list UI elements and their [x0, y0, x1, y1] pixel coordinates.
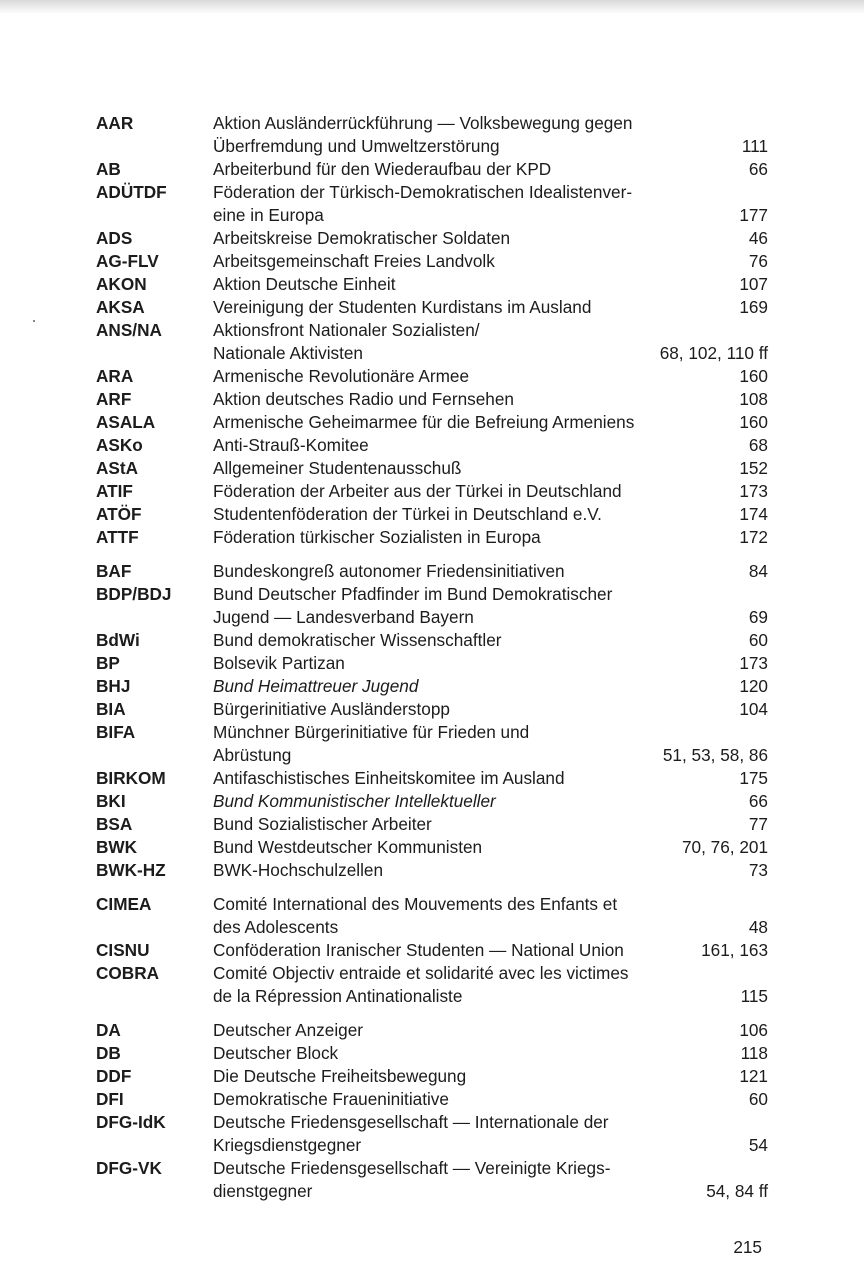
entry-description	[213, 503, 768, 526]
entry-text: Kriegsdienstgegner	[213, 1135, 362, 1155]
index-entry	[96, 296, 768, 319]
entry-abbreviation: DDF	[96, 1066, 132, 1086]
description-line	[213, 204, 768, 227]
index-entry	[96, 388, 768, 411]
entry-page-ref	[758, 181, 768, 204]
entry-text: de la Répression Antinationaliste	[213, 986, 463, 1006]
entry-abbreviation: AKSA	[96, 297, 145, 317]
description-line	[213, 606, 768, 629]
entry-abbreviation: AKON	[96, 274, 147, 294]
entry-text: Demokratische Fraueninitiative	[213, 1089, 449, 1109]
index-group	[96, 112, 768, 549]
index-entry	[96, 1088, 768, 1111]
entry-text: Münchner Bürgerinitiative für Frieden und	[213, 722, 530, 742]
scan-speck	[33, 320, 35, 322]
entry-description	[213, 1111, 768, 1157]
description-line	[213, 1111, 768, 1134]
entry-abbreviation: BKI	[96, 791, 126, 811]
description-line	[213, 1157, 768, 1180]
entry-page-ref: 51, 53, 58, 86	[662, 745, 768, 765]
entry-page-ref: 108	[739, 389, 768, 409]
entry-description	[213, 1157, 768, 1203]
description-line	[213, 1180, 768, 1203]
index-entry	[96, 721, 768, 767]
index-entry	[96, 652, 768, 675]
entry-page-ref: 160	[739, 366, 768, 386]
entry-description	[213, 388, 768, 411]
description-line	[213, 158, 768, 181]
description-line	[213, 480, 768, 503]
entry-text: Bund Sozialistischer Arbeiter	[213, 814, 432, 834]
entry-page-ref	[758, 583, 768, 606]
index-entry	[96, 1111, 768, 1157]
entry-text: BWK-Hochschulzellen	[213, 860, 384, 880]
entry-abbreviation: ARF	[96, 389, 132, 409]
entry-text: Abrüstung	[213, 745, 292, 765]
description-line	[213, 457, 768, 480]
entry-text: Bolsevik Partizan	[213, 653, 345, 673]
index-entry	[96, 859, 768, 882]
entry-text: Comité International des Mouvements des Enfants et	[213, 894, 618, 914]
index-entry	[96, 962, 768, 1008]
entry-description	[213, 158, 768, 181]
entry-abbreviation: ARA	[96, 366, 134, 386]
entry-abbreviation: DFI	[96, 1089, 124, 1109]
index-entry	[96, 158, 768, 181]
description-line	[213, 342, 768, 365]
entry-description	[213, 767, 768, 790]
index-entry	[96, 319, 768, 365]
entry-text: Allgemeiner Studentenausschuß	[213, 458, 462, 478]
entry-text: Deutsche Friedensgesellschaft — Vereinigte Kriegs-	[213, 1158, 611, 1178]
entry-abbreviation: DB	[96, 1043, 121, 1063]
description-line	[213, 365, 768, 388]
entry-abbreviation: BWK	[96, 837, 138, 857]
entry-page-ref: 111	[741, 136, 768, 156]
entry-text: Bund Deutscher Pfadfinder im Bund Demokratischer	[213, 584, 613, 604]
entry-page-ref: 174	[739, 504, 768, 524]
entry-abbreviation: BHJ	[96, 676, 131, 696]
entry-abbreviation: ASALA	[96, 412, 156, 432]
entry-abbreviation: COBRA	[96, 963, 160, 983]
entry-text: Armenische Revolutionäre Armee	[213, 366, 470, 386]
entry-description	[213, 893, 768, 939]
entry-page-ref: 84	[748, 561, 768, 581]
entry-text: dienstgegner	[213, 1181, 313, 1201]
index-group	[96, 893, 768, 1008]
entry-description	[213, 434, 768, 457]
entry-abbreviation: DFG-IdK	[96, 1112, 166, 1132]
entry-abbreviation: AAR	[96, 113, 134, 133]
entry-text: Conföderation Iranischer Studenten — National Union	[213, 940, 624, 960]
entry-description	[213, 365, 768, 388]
description-line	[213, 767, 768, 790]
entry-text: Armenische Geheimarmee für die Befreiung Armeniens	[213, 412, 635, 432]
entry-abbreviation: AB	[96, 159, 121, 179]
entry-page-ref: 121	[739, 1066, 768, 1086]
abbreviation-index	[96, 112, 768, 1214]
entry-description	[213, 836, 768, 859]
entry-text: Bund Kommunistischer Intellektueller	[213, 791, 496, 811]
entry-page-ref	[758, 1157, 768, 1180]
index-entry	[96, 273, 768, 296]
description-line	[213, 675, 768, 698]
entry-text: Föderation der Arbeiter aus der Türkei in Deutschland	[213, 481, 622, 501]
entry-page-ref: 69	[748, 607, 768, 627]
entry-description	[213, 652, 768, 675]
description-line	[213, 985, 768, 1008]
entry-description	[213, 273, 768, 296]
entry-description	[213, 721, 768, 767]
entry-abbreviation: ATTF	[96, 527, 139, 547]
entry-abbreviation: BIFA	[96, 722, 136, 742]
entry-page-ref: 46	[748, 228, 768, 248]
entry-text: Aktion deutsches Radio und Fernsehen	[213, 389, 514, 409]
description-line	[213, 893, 768, 916]
entry-abbreviation: ADS	[96, 228, 133, 248]
entry-page-ref: 177	[739, 205, 768, 225]
index-entry	[96, 560, 768, 583]
description-line	[213, 939, 768, 962]
entry-description	[213, 112, 768, 158]
entry-page-ref: 160	[739, 412, 768, 432]
description-line	[213, 181, 768, 204]
entry-page-ref: 66	[748, 159, 768, 179]
entry-abbreviation: BP	[96, 653, 120, 673]
entry-text: Arbeitskreise Demokratischer Soldaten	[213, 228, 511, 248]
entry-description	[213, 319, 768, 365]
entry-page-ref: 175	[739, 768, 768, 788]
entry-description	[213, 939, 768, 962]
entry-page-ref: 77	[748, 814, 768, 834]
entry-page-ref: 172	[739, 527, 768, 547]
description-line	[213, 227, 768, 250]
description-line	[213, 790, 768, 813]
entry-description	[213, 698, 768, 721]
entry-page-ref: 68	[748, 435, 768, 455]
entry-text: Bürgerinitiative Ausländerstopp	[213, 699, 450, 719]
entry-text: Bund Westdeutscher Kommunisten	[213, 837, 483, 857]
description-line	[213, 583, 768, 606]
entry-text: Deutscher Anzeiger	[213, 1020, 363, 1040]
entry-text: Antifaschistisches Einheitskomitee im Ausland	[213, 768, 565, 788]
entry-page-ref: 54	[748, 1135, 768, 1155]
description-line	[213, 629, 768, 652]
index-entry	[96, 1019, 768, 1042]
entry-text: Die Deutsche Freiheitsbewegung	[213, 1066, 467, 1086]
entry-description	[213, 1019, 768, 1042]
entry-page-ref: 48	[748, 917, 768, 937]
description-line	[213, 721, 768, 744]
description-line	[213, 250, 768, 273]
entry-description	[213, 1065, 768, 1088]
index-entry	[96, 250, 768, 273]
entry-abbreviation: CIMEA	[96, 894, 152, 914]
entry-text: Comité Objectiv entraide et solidarité avec les victimes	[213, 963, 629, 983]
index-entry	[96, 457, 768, 480]
entry-text: Deutscher Block	[213, 1043, 339, 1063]
index-entry	[96, 790, 768, 813]
entry-page-ref: 104	[739, 699, 768, 719]
entry-abbreviation: BDP/BDJ	[96, 584, 172, 604]
entry-text: Arbeitsgemeinschaft Freies Landvolk	[213, 251, 495, 271]
entry-page-ref: 60	[748, 630, 768, 650]
index-entry	[96, 480, 768, 503]
entry-text: Föderation der Türkisch-Demokratischen Idealistenver-	[213, 182, 633, 202]
index-entry	[96, 526, 768, 549]
description-line	[213, 526, 768, 549]
entry-abbreviation: ANS/NA	[96, 320, 162, 340]
entry-description	[213, 181, 768, 227]
entry-page-ref: 169	[739, 297, 768, 317]
entry-page-ref: 173	[739, 653, 768, 673]
description-line	[213, 273, 768, 296]
entry-description	[213, 457, 768, 480]
entry-description	[213, 560, 768, 583]
entry-abbreviation: DFG-VK	[96, 1158, 162, 1178]
entry-text: Bundeskongreß autonomer Friedensinitiativen	[213, 561, 565, 581]
entry-text: Aktion Ausländerrückführung — Volksbewegung gegen	[213, 113, 633, 133]
index-entry	[96, 767, 768, 790]
index-entry	[96, 503, 768, 526]
description-line	[213, 859, 768, 882]
entry-page-ref	[758, 893, 768, 916]
index-entry	[96, 1157, 768, 1203]
entry-text: Bund demokratischer Wissenschaftler	[213, 630, 502, 650]
entry-description	[213, 859, 768, 882]
entry-page-ref: 54, 84 ff	[706, 1181, 768, 1201]
index-entry	[96, 836, 768, 859]
index-entry	[96, 675, 768, 698]
top-shadow	[0, 0, 864, 14]
entry-description	[213, 813, 768, 836]
entry-page-ref	[758, 319, 768, 342]
description-line	[213, 1019, 768, 1042]
description-line	[213, 836, 768, 859]
entry-text: Überfremdung und Umweltzerstörung	[213, 136, 500, 156]
entry-page-ref: 66	[748, 791, 768, 811]
index-entry	[96, 227, 768, 250]
index-entry	[96, 411, 768, 434]
index-entry	[96, 365, 768, 388]
index-entry	[96, 893, 768, 939]
entry-abbreviation: ASKo	[96, 435, 143, 455]
entry-text: eine in Europa	[213, 205, 324, 225]
entry-description	[213, 675, 768, 698]
entry-page-ref: 73	[748, 860, 768, 880]
index-entry	[96, 939, 768, 962]
entry-page-ref: 70, 76, 201	[681, 837, 768, 857]
index-entry	[96, 629, 768, 652]
description-line	[213, 652, 768, 675]
entry-abbreviation: BAF	[96, 561, 132, 581]
entry-abbreviation: ADÜTDF	[96, 182, 167, 202]
entry-abbreviation: ATIF	[96, 481, 133, 501]
entry-page-ref: 161, 163	[701, 940, 768, 960]
description-line	[213, 135, 768, 158]
description-line	[213, 503, 768, 526]
description-line	[213, 112, 768, 135]
description-line	[213, 560, 768, 583]
entry-page-ref: 115	[740, 986, 768, 1006]
entry-page-ref: 106	[739, 1020, 768, 1040]
entry-abbreviation: BIA	[96, 699, 126, 719]
index-entry	[96, 112, 768, 158]
entry-text: Aktionsfront Nationaler Sozialisten/	[213, 320, 480, 340]
description-line	[213, 962, 768, 985]
entry-text: des Adolescents	[213, 917, 339, 937]
entry-page-ref	[758, 1111, 768, 1134]
entry-abbreviation: AStA	[96, 458, 139, 478]
index-entry	[96, 1042, 768, 1065]
entry-description	[213, 227, 768, 250]
entry-description	[213, 629, 768, 652]
entry-page-ref	[758, 721, 768, 744]
entry-page-ref	[758, 112, 768, 135]
index-entry	[96, 813, 768, 836]
entry-page-ref: 107	[739, 274, 768, 294]
description-line	[213, 411, 768, 434]
entry-page-ref: 152	[739, 458, 768, 478]
entry-text: Deutsche Friedensgesellschaft — Internationale der	[213, 1112, 609, 1132]
description-line	[213, 388, 768, 411]
description-line	[213, 296, 768, 319]
entry-page-ref	[758, 962, 768, 985]
entry-page-ref: 173	[739, 481, 768, 501]
entry-text: Vereinigung der Studenten Kurdistans im Ausland	[213, 297, 592, 317]
description-line	[213, 1065, 768, 1088]
entry-abbreviation: BWK-HZ	[96, 860, 166, 880]
index-entry	[96, 698, 768, 721]
entry-description	[213, 1042, 768, 1065]
entry-description	[213, 790, 768, 813]
description-line	[213, 1134, 768, 1157]
index-group	[96, 1019, 768, 1203]
entry-abbreviation: BSA	[96, 814, 133, 834]
description-line	[213, 698, 768, 721]
page-number: 215	[733, 1237, 762, 1257]
entry-abbreviation: BdWi	[96, 630, 140, 650]
entry-text: Aktion Deutsche Einheit	[213, 274, 396, 294]
entry-abbreviation: DA	[96, 1020, 121, 1040]
entry-page-ref: 120	[739, 676, 768, 696]
entry-description	[213, 962, 768, 1008]
entry-text: Bund Heimattreuer Jugend	[213, 676, 419, 696]
description-line	[213, 1042, 768, 1065]
entry-abbreviation: CISNU	[96, 940, 150, 960]
entry-page-ref: 76	[748, 251, 768, 271]
entry-text: Arbeiterbund für den Wiederaufbau der KPD	[213, 159, 552, 179]
entry-description	[213, 583, 768, 629]
entry-description	[213, 250, 768, 273]
entry-text: Föderation türkischer Sozialisten in Europa	[213, 527, 541, 547]
index-entry	[96, 434, 768, 457]
entry-abbreviation: AG-FLV	[96, 251, 159, 271]
entry-description	[213, 296, 768, 319]
description-line	[213, 434, 768, 457]
description-line	[213, 744, 768, 767]
index-entry	[96, 583, 768, 629]
entry-abbreviation: ATÖF	[96, 504, 142, 524]
entry-page-ref: 118	[740, 1043, 768, 1063]
entry-page-ref: 68, 102, 110 ff	[659, 343, 768, 363]
entry-text: Anti-Strauß-Komitee	[213, 435, 369, 455]
entry-description	[213, 480, 768, 503]
index-entry	[96, 181, 768, 227]
entry-description	[213, 411, 768, 434]
description-line	[213, 916, 768, 939]
index-entry	[96, 1065, 768, 1088]
entry-description	[213, 526, 768, 549]
description-line	[213, 319, 768, 342]
description-line	[213, 813, 768, 836]
entry-description	[213, 1088, 768, 1111]
description-line	[213, 1088, 768, 1111]
entry-page-ref: 60	[748, 1089, 768, 1109]
entry-abbreviation: BIRKOM	[96, 768, 166, 788]
entry-text: Nationale Aktivisten	[213, 343, 363, 363]
entry-text: Jugend — Landesverband Bayern	[213, 607, 474, 627]
entry-text: Studentenföderation der Türkei in Deutschland e.V.	[213, 504, 602, 524]
index-group	[96, 560, 768, 882]
